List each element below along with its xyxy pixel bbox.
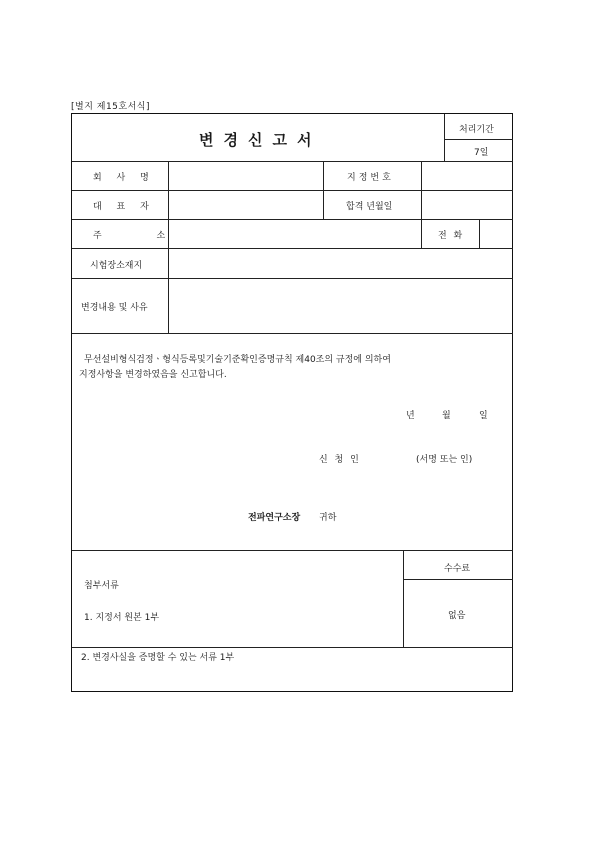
processing-period-label: 처리기간 <box>459 125 494 135</box>
applicant-label: 신 청 인 <box>319 455 361 465</box>
divider <box>72 333 513 334</box>
divider <box>403 579 513 580</box>
pass-date-label: 합격 년월일 <box>346 202 393 212</box>
declaration-line-2: 지정사항을 변경하였음을 신고합니다. <box>79 370 227 380</box>
divider <box>403 550 404 647</box>
date-month-label: 월 <box>442 411 451 421</box>
date-year-label: 년 <box>406 411 415 421</box>
divider <box>323 161 324 219</box>
representative-label: 대 표 자 <box>93 202 155 212</box>
divider <box>72 248 513 249</box>
divider <box>168 161 169 333</box>
declaration-line-1: 무선설비형식검정ㆍ형식등록및기술기준확인증명규칙 제40조의 규정에 의하여 <box>84 355 391 365</box>
change-reason-label: 변경내용 및 사유 <box>81 303 148 313</box>
divider <box>444 139 513 140</box>
recipient-name: 전파연구소장 <box>248 513 301 523</box>
form-frame <box>71 113 513 692</box>
divider <box>72 161 513 162</box>
address-label: 주 소 <box>93 231 192 241</box>
divider <box>72 647 513 648</box>
date-day-label: 일 <box>479 411 488 421</box>
processing-period-value: 7일 <box>474 148 489 158</box>
divider <box>479 219 480 248</box>
signature-note: (서명 또는 인) <box>416 455 473 465</box>
test-site-label: 시험장소재지 <box>90 261 143 271</box>
fee-value: 없음 <box>448 611 466 621</box>
form-number: [별지 제15호서식] <box>71 102 150 112</box>
designation-number-label: 지정번호 <box>347 173 394 183</box>
recipient-suffix: 귀하 <box>319 513 337 523</box>
divider <box>72 278 513 279</box>
phone-label: 전 화 <box>438 231 465 241</box>
form-title: 변경신고서 <box>199 131 322 149</box>
attachment-item-2: 2. 변경사실을 증명할 수 있는 서류 1부 <box>81 653 235 663</box>
attachments-header: 첨부서류 <box>84 581 119 591</box>
company-name-label: 회 사 명 <box>93 173 155 183</box>
divider <box>72 190 513 191</box>
divider <box>72 550 513 551</box>
divider <box>72 219 513 220</box>
divider <box>421 161 422 248</box>
fee-label: 수수료 <box>444 564 471 574</box>
attachment-item-1: 1. 지정서 원본 1부 <box>84 613 160 623</box>
divider <box>444 114 445 161</box>
